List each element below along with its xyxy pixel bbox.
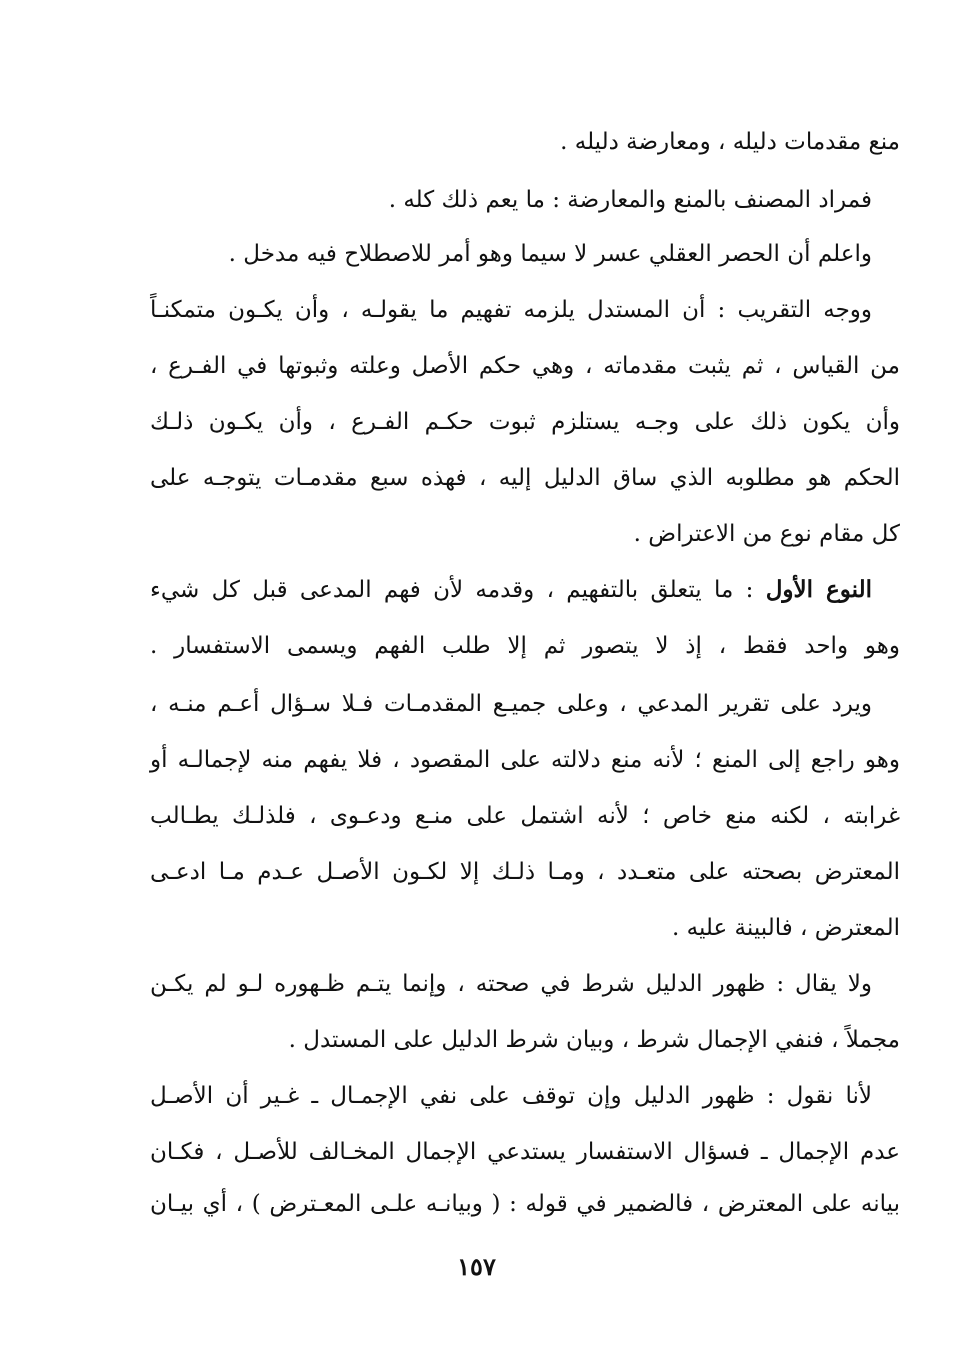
page-number: ١٥٧	[457, 1252, 496, 1281]
text-line-17: مجملاً ، فنفي الإجمال شرط ، وبيان شرط الدليل على المستدل .	[288, 1027, 900, 1053]
text-line-1: منع مقدمات دليله ، ومعارضة دليله .	[560, 129, 900, 155]
arabic-text-body	[150, 118, 900, 1217]
text-line-20: بيانه على المعترض ، فالضمير في قوله : ( وبيانـه علـى المعـترض ) ، أي بيـان	[150, 1191, 900, 1217]
text-line-13: غرابته ، لكنه منع خاص ؛ لأنه اشتمل على منـع ودعـوى ، فلذلـك يطـالب	[150, 803, 900, 829]
text-line-5: من القياس ، ثم يثبت مقدماته ، وهي حكم الأصل وعلته وثبوتها في الفـرع ،	[150, 353, 900, 379]
text-line-10: وهو واحد فقط ، إذ لا يتصور ثم إلا طلب الفهم ويسمى الاستفسار .	[150, 633, 900, 659]
section-heading-first-type: النوع الأول	[765, 576, 872, 603]
text-line-19: عدم الإجمال ـ فسؤال الاستفسار يستدعي الإجمال المخـالف للأصـل ، فكـان	[150, 1139, 900, 1165]
text-line-9-rest: : ما يتعلق بالتفهيم ، وقدمه لأن فهم المدعى قبل كل شيء	[150, 577, 766, 603]
text-line-7: الحكم هو مطلوبه الذي ساق الدليل إليه ، فهذه سبع مقدمـات يتوجـه على	[150, 465, 900, 491]
text-line-3: واعلم أن الحصر العقلي عسر لا سيما وهو أمر للاصطلاح فيه مدخل .	[228, 241, 872, 267]
text-line-14: المعترض بصحته على متعـدد ، ومـا ذلـك إلا لكـون الأصـل عـدم مـا ادعـى	[150, 859, 900, 885]
text-line-15: المعترض ، فالبينة عليه .	[672, 915, 900, 941]
text-line-18: لأنا نقول : ظهور الدليل وإن توقف على نفي الإجمـال ـ غـير أن الأصـل	[150, 1083, 872, 1109]
text-line-6: وأن يكون ذلك على وجـه يستلزم ثبوت حكـم الفـرع ، وأن يكـون ذلـك	[150, 409, 900, 435]
text-line-8: كل مقام نوع من الاعتراض .	[633, 521, 900, 547]
text-line-12: وهو راجع إلى المنع ؛ لأنه منع دلالته على المقصود ، فلا يفهم منه لإجمالـه أو	[150, 747, 900, 773]
text-line-9	[150, 570, 900, 610]
text-line-4: ووجه التقريب : أن المستدل يلزمه تفهيم ما يقولـه ، وأن يكـون متمكنـاً	[150, 297, 872, 323]
text-line-16: ولا يقال : ظهور الدليل شرط في صحته ، وإنما يتـم ظـهوره لـو لم يكـن	[150, 971, 872, 997]
text-line-2: فمراد المصنف بالمنع والمعارضة : ما يعم ذلك كله .	[388, 187, 872, 213]
text-line-11: ويرد على تقرير المدعي ، وعلى جميـع المقدمـات فـلا سـؤال أعـم منـه ،	[150, 691, 872, 717]
